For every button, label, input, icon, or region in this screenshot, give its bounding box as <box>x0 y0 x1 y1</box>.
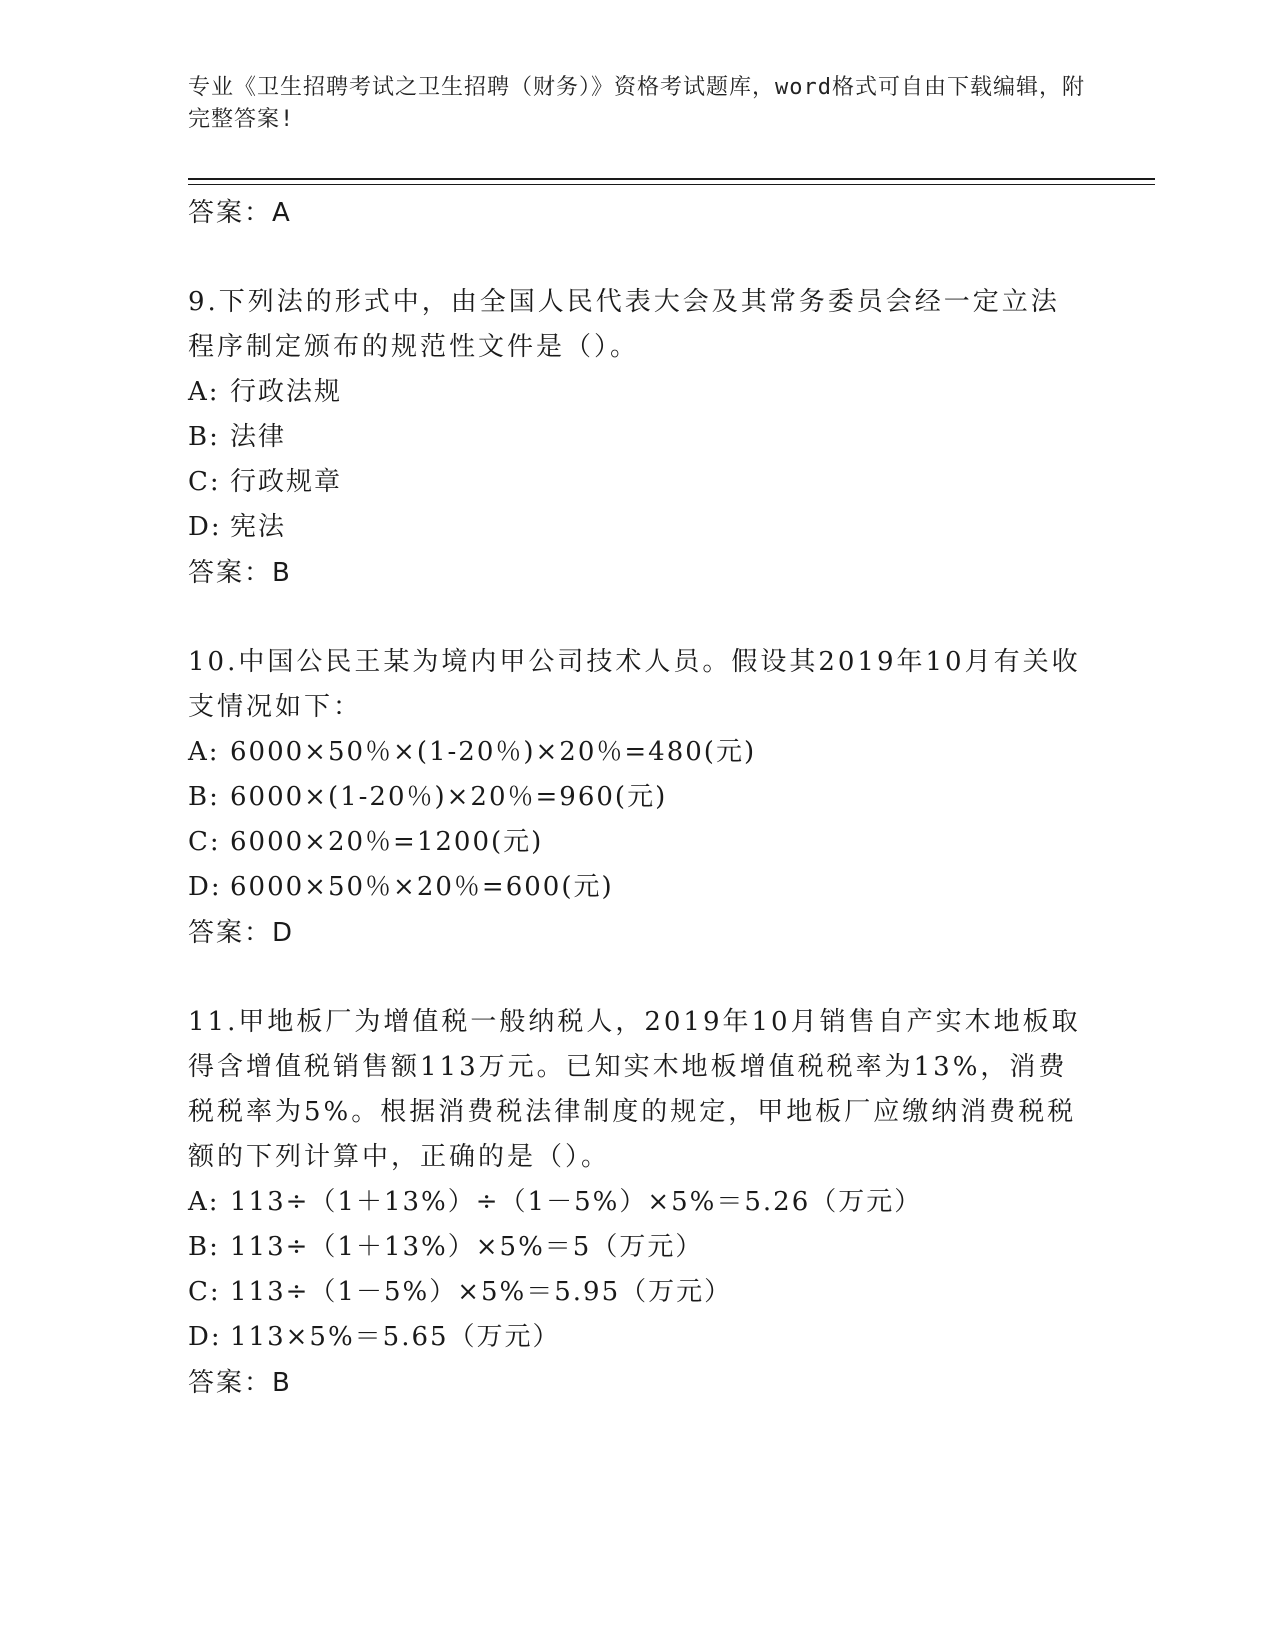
option-key: A: <box>188 377 220 407</box>
option-text: 113÷（1＋13%）×5%＝5（万元） <box>230 1232 704 1262</box>
option-d <box>188 1315 1088 1360</box>
question-stem: 11.甲地板厂为增值税一般纳税人，2019年10月销售自产实木地板取得含增值税销售额113万元。已知实木地板增值税税率为13%，消费税税率为5%。根据消费税法律制度的规定，甲地板厂应缴纳消费税税额的下列计算中，正确的是（）。 <box>188 1007 1081 1172</box>
document-body <box>188 190 1088 1406</box>
option-text: 6000×20％=1200(元) <box>230 827 544 857</box>
option-key: D: <box>188 872 222 902</box>
option-text: 宪法 <box>230 512 287 542</box>
answer-line: 答案：B <box>188 1368 292 1398</box>
page-header: 专业《卫生招聘考试之卫生招聘（财务）》资格考试题库，word格式可自由下载编辑，附完整答案! <box>188 75 1085 132</box>
option-text: 113÷（1＋13%）÷（1－5%）×5%＝5.26（万元） <box>230 1187 923 1217</box>
option-c <box>188 1270 1088 1315</box>
option-a <box>188 1180 1088 1225</box>
option-a <box>188 370 1088 415</box>
option-c <box>188 460 1088 505</box>
option-key: D: <box>188 1322 222 1352</box>
option-text: 法律 <box>230 422 287 452</box>
option-key: C: <box>188 1277 221 1307</box>
option-text: 行政法规 <box>230 377 343 407</box>
option-key: C: <box>188 827 221 857</box>
option-b <box>188 415 1088 460</box>
option-key: B: <box>188 782 220 812</box>
question-stem: 9.下列法的形式中，由全国人民代表大会及其常务委员会经一定立法程序制定颁布的规范性文件是（）。 <box>188 287 1060 362</box>
answer-line: 答案：D <box>188 918 295 948</box>
header-rule-thick <box>188 178 1155 180</box>
option-d <box>188 505 1088 550</box>
option-key: D: <box>188 512 222 542</box>
option-text: 行政规章 <box>230 467 343 497</box>
option-text: 6000×(1-20％)×20％=960(元) <box>230 782 668 812</box>
option-b <box>188 1225 1088 1270</box>
option-key: A: <box>188 1187 220 1217</box>
option-d <box>188 865 1088 910</box>
option-text: 113×5%＝5.65（万元） <box>230 1322 561 1352</box>
option-key: C: <box>188 467 221 497</box>
option-b <box>188 775 1088 820</box>
option-key: B: <box>188 1232 220 1262</box>
question-9 <box>188 280 1088 596</box>
answer-line: 答案：B <box>188 558 292 588</box>
option-a <box>188 730 1088 775</box>
option-text: 113÷（1－5%）×5%＝5.95（万元） <box>230 1277 733 1307</box>
option-text: 6000×50％×(1-20％)×20％=480(元) <box>230 737 757 767</box>
option-key: B: <box>188 422 220 452</box>
header-rule-thin <box>188 184 1155 185</box>
option-key: A: <box>188 737 220 767</box>
answer-line: 答案：A <box>188 198 292 228</box>
question-stem: 10.中国公民王某为境内甲公司技术人员。假设其2019年10月有关收支情况如下： <box>188 647 1081 722</box>
option-text: 6000×50％×20％=600(元) <box>230 872 614 902</box>
question-11 <box>188 1000 1088 1406</box>
option-c <box>188 820 1088 865</box>
question-10 <box>188 640 1088 956</box>
